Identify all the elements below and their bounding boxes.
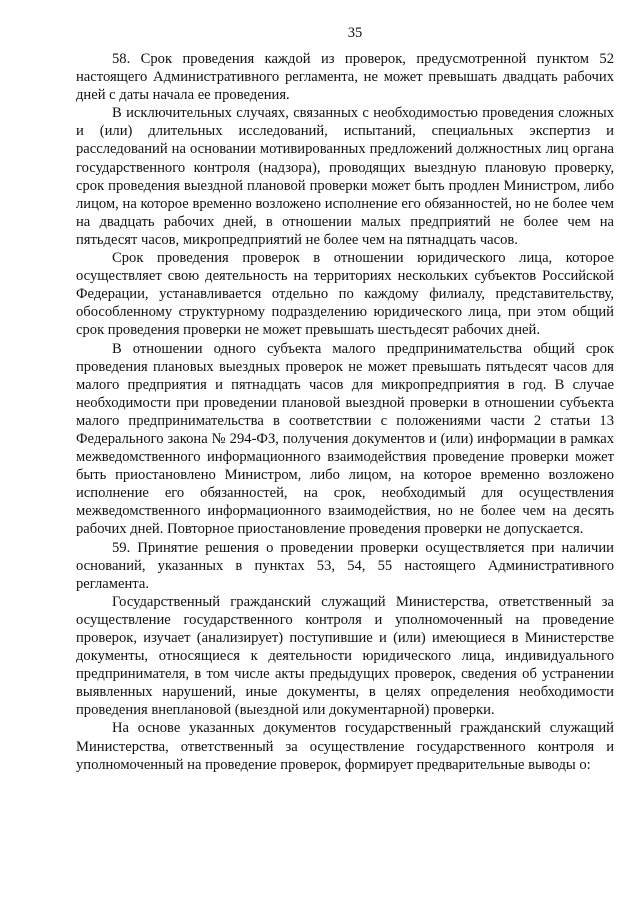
page-number: 35: [347, 25, 363, 41]
document-page: [76, 24, 614, 774]
paragraph-preliminary-conclusions: На основе указанных документов государственный гражданский служащий Министерства, ответственный за осуществление государственного контроля и уполномоченный на проведение проверок, формирует предварительные выводы о:: [76, 720, 614, 773]
paragraph-59: 59. Принятие решения о проведении проверки осуществляется при наличии оснований, указанных в пунктах 53, 54, 55 настоящего Административного регламента.: [76, 539, 614, 592]
paragraph-exceptional-cases: В исключительных случаях, связанных с необходимостью проведения сложных и (или) длительных исследований, испытаний, специальных экспертиз и расследований на основании мотивированных предложений должностных лиц органа государственного контроля (надзора), проводящих выездную плановую проверку, срок проведения выездной плановой проверки может быть продлен Министром, либо лицом, на которое временно возложено исполнение его обязанностей, но не более чем на двадцать рабочих дней, в отношении малых предприятий не более чем на пятьдесят часов, микропредприятий не более чем на пятнадцать часов.: [76, 105, 614, 248]
paragraph-small-business-term: В отношении одного субъекта малого предпринимательства общий срок проведения плановых выездных проверок не может превышать пятьдесят часов для малого предприятия и пятнадцать часов для микропредприятия в год. В случае необходимости при проведении плановой выездной проверки в отношении субъекта малого предпринимательства в соответствии с положениями части 2 статьи 13 Федерального закона № 294-ФЗ, получения документов и (или) информации в рамках межведомственного информационного взаимодействия проведение проверки может быть приостановлено Министром, либо лицом, на которое временно возложено исполнение его обязанностей, на срок, необходимый для осуществления межведомственного информационного взаимодействия, но не более чем на десять рабочих дней. Повторное приостановление проведения проверки не допускается.: [76, 340, 614, 538]
paragraph-58: 58. Срок проведения каждой из проверок, предусмотренной пунктом 52 настоящего Административного регламента, не может превышать двадцать рабочих дней с даты начала ее проведения.: [76, 51, 614, 104]
paragraph-multi-region-term: Срок проведения проверок в отношении юридического лица, которое осуществляет свою деятельность на территориях нескольких субъектов Российской Федерации, устанавливается отдельно по каждому филиалу, представительству, обособленному структурному подразделению юридического лица, при этом общий срок проведения проверки не может превышать шестьдесят рабочих дней.: [76, 250, 614, 339]
paragraph-civil-servant-review: Государственный гражданский служащий Министерства, ответственный за осуществление государственного контроля и уполномоченный на проведение проверок, изучает (анализирует) поступившие и (или) имеющиеся в Министерстве документы, относящиеся к деятельности юридического лица, индивидуального предпринимателя, в том числе акты предыдущих проверок, сведения об устранении выявленных нарушений, иные документы, в целях определения необходимости проведения внеплановой (выездной или документарной) проверки.: [76, 593, 614, 719]
